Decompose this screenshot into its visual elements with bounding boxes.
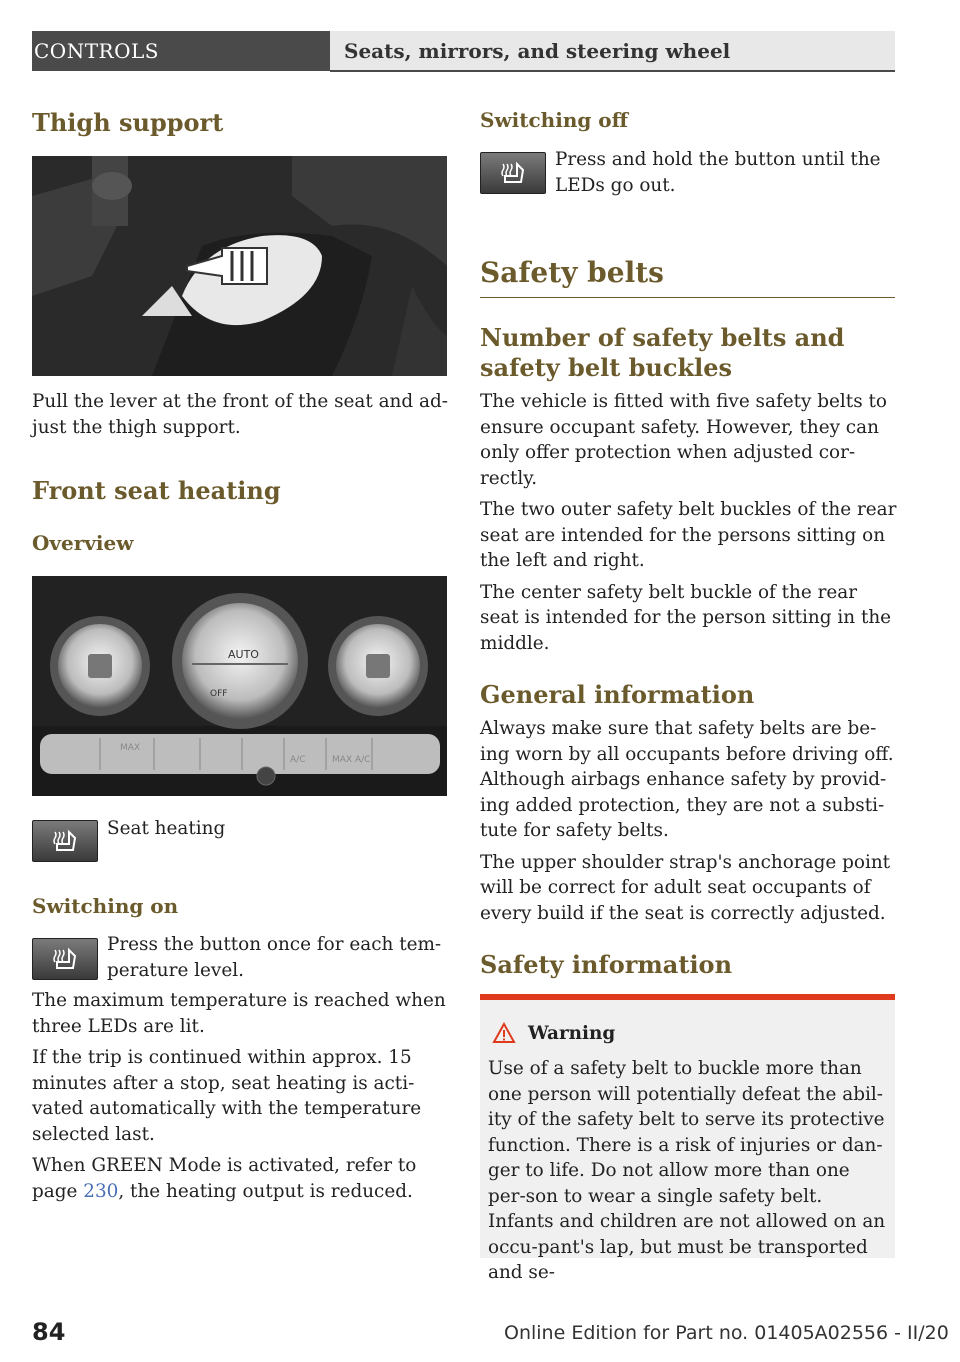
page-230-link[interactable]: 230 (83, 1180, 119, 1202)
warning-title: Warning (528, 1022, 616, 1044)
max-temperature-paragraph: The maximum temperature is reached when three LEDs are lit. (32, 990, 446, 1037)
number-of-belts-text (480, 389, 898, 662)
front-seat-heating-heading: Front seat heating (32, 476, 281, 505)
seat-heating-label: Seat heating (107, 818, 226, 839)
heating-paragraphs (32, 988, 452, 1210)
switching-on-heading: Switching on (32, 894, 179, 918)
green-mode-suffix: , the heating output is reduced. (118, 1180, 413, 1202)
switching-off-heading: Switching off (480, 108, 629, 132)
seat-heating-icon (495, 160, 531, 186)
seat-illustration (32, 156, 447, 376)
number-of-belts-heading: Number of safety belts and safety belt buckles (480, 323, 845, 382)
five-belts-paragraph: The vehicle is fitted with five safety belts to ensure occupant safety. However, they can only offer protection when adjusted cor-rectly. (480, 391, 887, 489)
header-chapter (330, 31, 895, 71)
general-information-heading: General information (480, 680, 755, 709)
center-buckle-paragraph: The center safety belt buckle of the rear seat is intended for the person sitting in the middle. (480, 581, 892, 654)
header-section-label: CONTROLS (34, 39, 159, 63)
warning-triangle-icon (492, 1022, 516, 1044)
seat-heating-icon (47, 828, 83, 854)
safety-information-heading: Safety information (480, 950, 733, 979)
outer-buckles-paragraph: The two outer safety belt buckles of the rear seat are intended for the persons sitting on the left and right. (480, 499, 897, 571)
thigh-support-paragraph: Pull the lever at the front of the seat and ad-just the thigh support. (32, 391, 448, 438)
page-number: 84 (32, 1318, 66, 1346)
green-mode-paragraph (32, 1153, 452, 1204)
thigh-support-photo (32, 156, 447, 376)
anchorage-paragraph: The upper shoulder strap's anchorage point will be correct for adult seat occupants of every build if the seat is correctly adjusted. (480, 851, 891, 924)
seat-heating-icon (47, 946, 83, 972)
max-ac-label: MAX A/C (332, 755, 371, 765)
header-section (32, 31, 330, 71)
green-mode-prefix: When GREEN Mode is activated, refer to page (32, 1155, 417, 1202)
header-rule (330, 70, 895, 72)
overview-heading: Overview (32, 531, 134, 555)
thigh-support-heading: Thigh support (32, 108, 224, 137)
climate-panel-illustration (32, 576, 447, 796)
safety-belts-heading: Safety belts (480, 256, 664, 289)
climate-panel-photo (32, 576, 447, 796)
switching-off-text: Press and hold the button until the LEDs go out. (555, 149, 881, 196)
general-information-text (480, 716, 898, 932)
edition-footer: Online Edition for Part no. 01405A02556 - II/20 (504, 1322, 949, 1344)
auto-label: AUTO (228, 648, 259, 661)
switching-on-text: Press the button once for each tem-perature level. (107, 934, 442, 981)
thigh-support-text (32, 389, 452, 446)
warning-box (480, 994, 895, 1283)
off-label: OFF (210, 689, 228, 699)
seat-heating-button-icon (32, 820, 98, 862)
ac-label: A/C (290, 755, 306, 765)
trip-continued-paragraph: If the trip is continued within approx. 15 minutes after a stop, seat heating is acti-vated automatically with the temperature selected last. (32, 1047, 422, 1145)
header-chapter-label: Seats, mirrors, and steering wheel (344, 39, 731, 63)
warning-header (492, 1022, 615, 1044)
wear-belts-paragraph: Always make sure that safety belts are be-ing worn by all occupants before driving off. Although airbags enhance safety by provid-ing added protection, they are not a substi-tute for safety belts. (480, 718, 894, 841)
switching-off-button-icon (480, 152, 546, 194)
switching-on-button-icon (32, 938, 98, 980)
warning-text: Use of a safety belt to buckle more than one person will potentially defeat the abil-ity of the safety belt to serve its protective function. There is a risk of injuries or dan-ger to life. Do not allow more than one per-son to wear a single safety belt. Infants and children are not allowed on an occu-pant's lap, but must be transported and se- (488, 1058, 886, 1283)
max-label: MAX (120, 743, 141, 753)
safety-belts-rule (480, 297, 895, 298)
